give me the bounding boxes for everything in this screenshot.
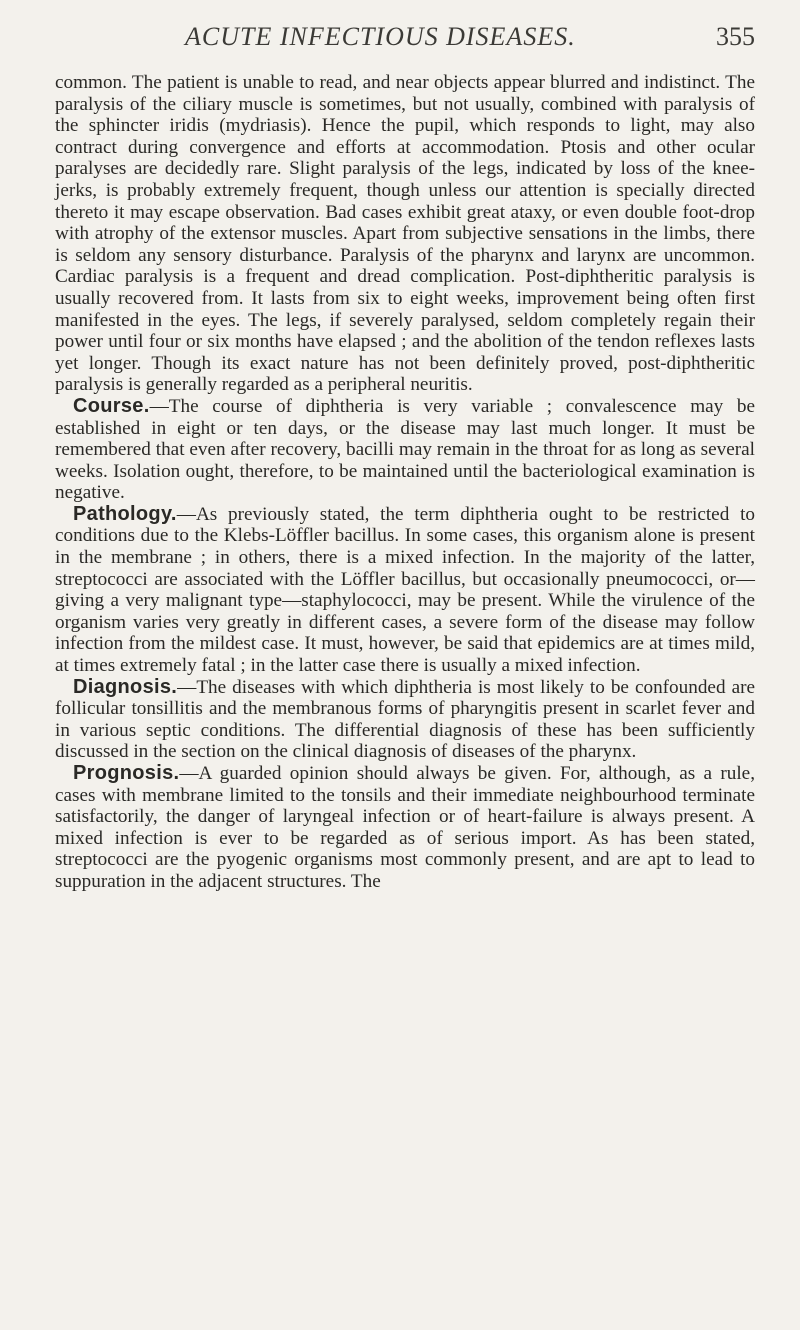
running-head	[55, 22, 755, 56]
heading-pathology: Pathology.	[73, 502, 177, 525]
heading-diagnosis: Diagnosis.	[73, 675, 178, 698]
heading-prognosis: Prognosis.	[73, 762, 180, 784]
body-text	[55, 72, 755, 893]
page-number: 355	[716, 22, 755, 51]
paragraph-course	[55, 396, 755, 504]
running-title: ACUTE INFECTIOUS DISEASES.	[185, 22, 576, 51]
diagnosis-text: —The diseases with which diphtheria is most likely to be confounded are follicular tonsillitis and the membranous forms of pharyngitis present in scarlet fever and in various septic conditions. The differential diagnosis of these has been sufficiently discussed in the section on the clinical diagnosis of diseases of the pharynx.	[55, 676, 755, 763]
paragraph-pathology	[55, 504, 755, 677]
course-text: —The course of diphtheria is very variable ; convalescence may be established in eight or ten days, or the disease may last much longer. It must be remembered that even after recovery, bacilli may remain in the throat for as long as several weeks. Isolation ought, therefore, to be maintained until the bacteriological examination is negative.	[55, 395, 755, 504]
pathology-text: —As previously stated, the term diphtheria ought to be restricted to conditions due to the Klebs-Löffler bacillus. In some cases, this organism alone is present in the membrane ; in others, there is a mixed infection. In the majority of the latter, streptococci are associated with the Löffler bacillus, but occasionally pneumococci, or—giving a very malignant type—staphylococci, may be present. While the virulence of the organism varies very greatly in different cases, a severe form of the disease may follow infection from the mildest case. It must, however, be said that epidemics are at times mild, at times extremely fatal ; in the latter case there is usually a mixed infection.	[55, 503, 755, 677]
prognosis-text: —A guarded opinion should always be given. For, although, as a rule, cases with membrane limited to the tonsils and their immediate neighbourhood terminate satisfactorily, the danger of laryngeal infection or of heart-failure is always present. A mixed infection is ever to be regarded as of serious import. As has been stated, streptococci are the pyogenic organisms most commonly present, and are apt to lead to suppuration in the adjacent structures. The	[55, 763, 755, 892]
paragraph-intro: common. The patient is unable to read, and near objects appear blurred and indistinct. The paralysis of the ciliary muscle is sometimes, but not usually, combined with paralysis of the sphincter iridis (mydriasis). Hence the pupil, which responds to light, may also contract during convergence and efforts at accommodation. Ptosis and other ocular paralyses are decidedly rare. Slight paralysis of the legs, indicated by loss of the knee-jerks, is probably extremely frequent, though unless our attention is specially directed thereto it may escape observation. Bad cases exhibit great ataxy, or even double foot-drop with atrophy of the extensor muscles. Apart from subjective sensations in the limbs, there is seldom any sensory disturbance. Paralysis of the pharynx and larynx are uncommon. Cardiac paralysis is a frequent and dread complication. Post-diphtheritic paralysis is usually recovered from. It lasts from six to eight weeks, improvement being often first manifested in the eyes. The legs, if severely paralysed, seldom completely regain their power until four or six months have elapsed ; and the abolition of the tendon reflexes lasts yet longer. Though its exact nature has not been definitely proved, post-diphtheritic paralysis is generally regarded as a peripheral neuritis.	[55, 72, 755, 396]
paragraph-diagnosis	[55, 677, 755, 763]
paragraph-prognosis	[55, 763, 755, 893]
book-page	[55, 22, 755, 893]
heading-course: Course.	[73, 394, 150, 417]
